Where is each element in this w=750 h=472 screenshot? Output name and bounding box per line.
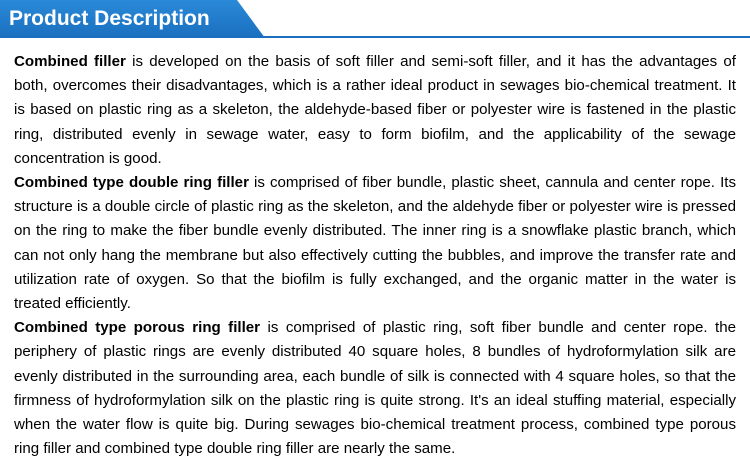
paragraph-text: is comprised of fiber bundle, plastic sheet, cannula and center rope. Its structure is a double circle of plastic ring as the skeleton, and the aldehyde fiber or polyester wire is pressed on the ring to make the fiber bundle evenly distributed. The inner ring is a snowflake plastic branch, which can not only hang the membrane but also effectively cutting the bubbles, and improve the transfer rate and utilization rate of oxygen. So that the biofilm is fully exchanged, and the organic matter in the water is treated efficiently. [14,174,737,313]
paragraph-lead: Combined filler [14,53,126,70]
paragraph-lead: Combined type double ring filler [14,174,249,192]
paragraph-porous-ring-filler [14,316,736,461]
paragraph-double-ring-filler [14,171,736,316]
paragraph-text: is developed on the basis of soft filler and semi-soft filler, and it has the advantages of both, overcomes their disadvantages, which is a rather ideal product in sewages bio-chemical treatment. It is based on plastic ring as a skeleton, the aldehyde-based fiber or polyester wire is fastened in the plastic ring, distributed evenly in sewage water, easy to form biofilm, and the applicability of the sewage concentration is good. [14,53,736,167]
header-underline [0,36,750,38]
paragraph-lead: Combined type porous ring filler [14,319,261,337]
paragraph-text: is comprised of plastic ring, soft fiber bundle and center rope. the periphery of plastic rings are evenly distributed 40 square holes, 8 bundles of hydroformylation silk are evenly distributed in the surrounding area, each bundle of silk is connected with 4 square holes, so that the firmness of hydroformylation silk on the plastic ring is quite strong. It's an ideal stuffing material, especially when the water flow is quite big. During sewages bio-chemical treatment process, combined type porous ring filler and combined type double ring filler are nearly the same. [14,319,736,458]
section-header [0,0,750,40]
description-body [14,50,736,461]
paragraph-combined-filler [14,50,736,171]
section-title: Product Description [9,7,210,30]
